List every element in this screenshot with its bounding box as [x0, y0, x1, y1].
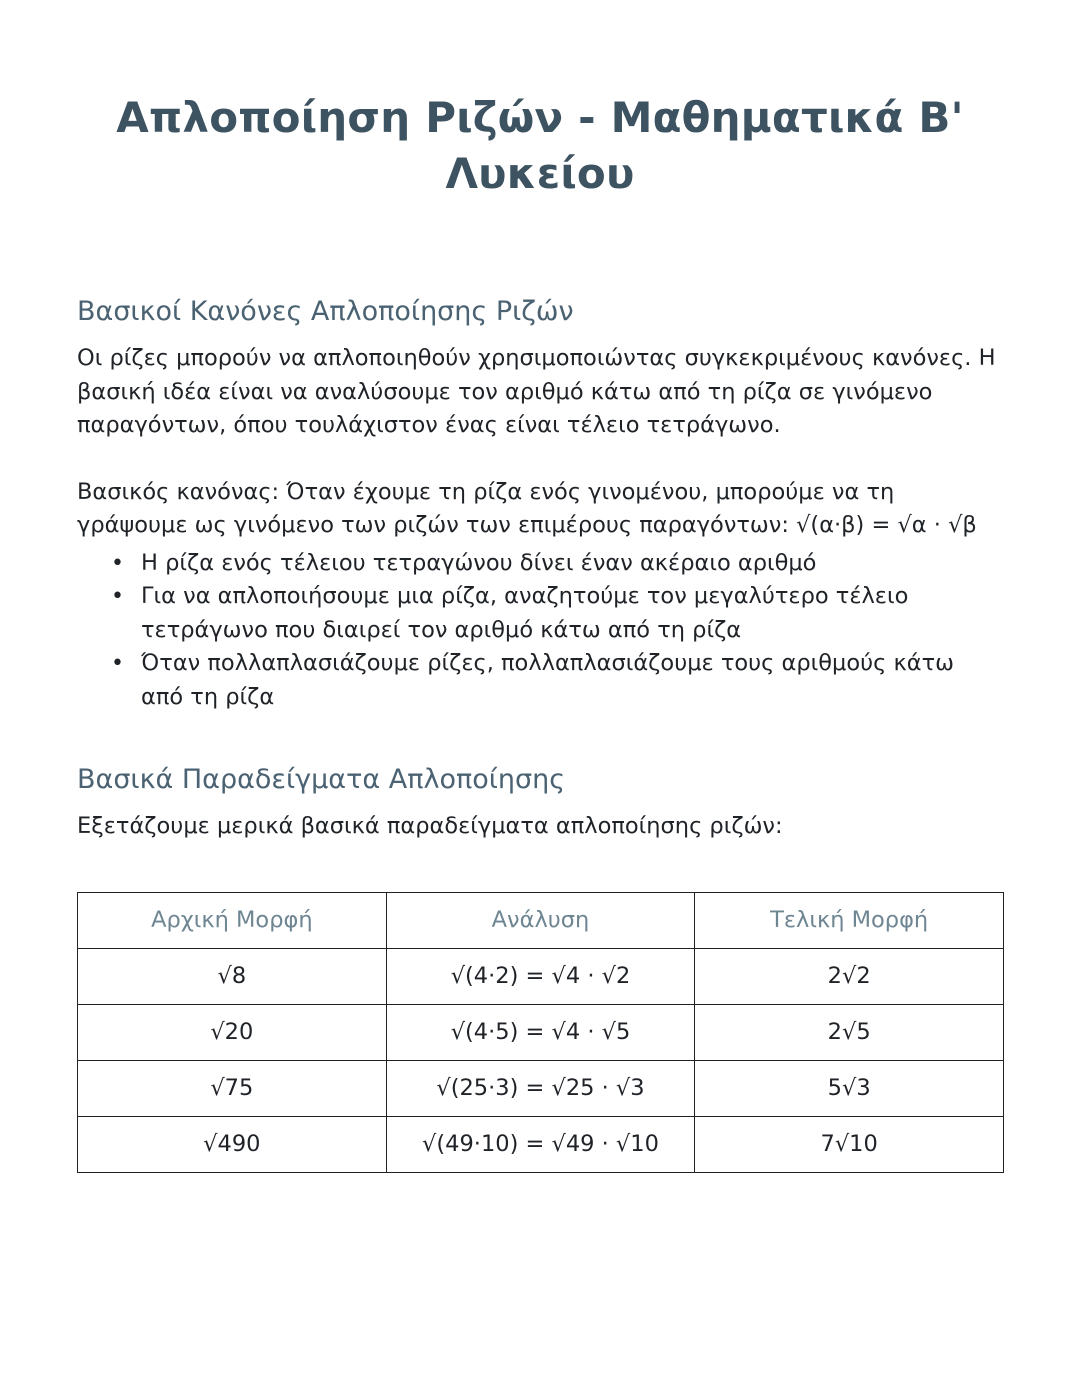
rules-list — [77, 547, 1003, 715]
rule-paragraph: Βασικός κανόνας: Όταν έχουμε τη ρίζα ενός γινομένου, μπορούμε να τη γράψουμε ως γινόμενο των ριζών των επιμέρους παραγόντων: √(α·β) = √α · √β — [77, 478, 977, 538]
list-item-text: Για να απλοποιήσουμε μια ρίζα, αναζητούμε τον μεγαλύτερο τέλειο τετράγωνο που διαιρεί τον αριθμό κάτω από τη ρίζα — [141, 583, 909, 643]
table-cell: 5√3 — [695, 1060, 1004, 1116]
bullet-icon: • — [111, 584, 124, 609]
table-cell: 7√10 — [695, 1116, 1004, 1172]
table-cell: √(4·5) = √4 · √5 — [386, 1004, 695, 1060]
table-cell: √20 — [78, 1004, 387, 1060]
table-row — [78, 1004, 1004, 1060]
column-header-original: Αρχική Μορφή — [78, 892, 387, 948]
table-row — [78, 1060, 1004, 1116]
table-cell: 2√2 — [695, 948, 1004, 1004]
table-cell: √(4·2) = √4 · √2 — [386, 948, 695, 1004]
table-cell: √8 — [78, 948, 387, 1004]
list-item-text: Όταν πολλαπλασιάζουμε ρίζες, πολλαπλασιάζουμε τους αριθμούς κάτω από τη ρίζα — [141, 650, 954, 710]
table-cell: √(49·10) = √49 · √10 — [386, 1116, 695, 1172]
column-header-final: Τελική Μορφή — [695, 892, 1004, 948]
section-heading-rules: Βασικοί Κανόνες Απλοποίησης Ριζών — [77, 296, 574, 327]
table-cell: √75 — [78, 1060, 387, 1116]
list-item-text: Η ρίζα ενός τέλειου τετραγώνου δίνει έναν ακέραιο αριθμό — [141, 549, 817, 576]
table-row — [78, 948, 1004, 1004]
section-heading-examples: Βασικά Παραδείγματα Απλοποίησης — [77, 764, 566, 795]
bullet-icon: • — [111, 550, 124, 576]
table-header-row — [78, 892, 1004, 948]
examples-intro-paragraph: Εξετάζουμε μερικά βασικά παραδείγματα απλοποίησης ριζών: — [77, 813, 783, 839]
table-cell: √490 — [78, 1116, 387, 1172]
page-title: Απλοποίηση Ριζών - Μαθηματικά Β' Λυκείου — [116, 93, 964, 198]
bullet-icon: • — [111, 651, 124, 676]
list-item — [111, 547, 1003, 581]
table-cell: √(25·3) = √25 · √3 — [386, 1060, 695, 1116]
examples-table — [77, 892, 1004, 1173]
table-row — [78, 1116, 1004, 1172]
list-item — [111, 580, 1003, 647]
list-item — [111, 647, 1003, 714]
column-header-analysis: Ανάλυση — [386, 892, 695, 948]
intro-paragraph: Οι ρίζες μπορούν να απλοποιηθούν χρησιμοποιώντας συγκεκριμένους κανόνες. Η βασική ιδέα είναι να αναλύσουμε τον αριθμό κάτω από τη ρίζα σε γινόμενο παραγόντων, όπου τουλάχιστον ένας είναι τέλειο τετράγωνο. — [77, 345, 996, 438]
table-cell: 2√5 — [695, 1004, 1004, 1060]
